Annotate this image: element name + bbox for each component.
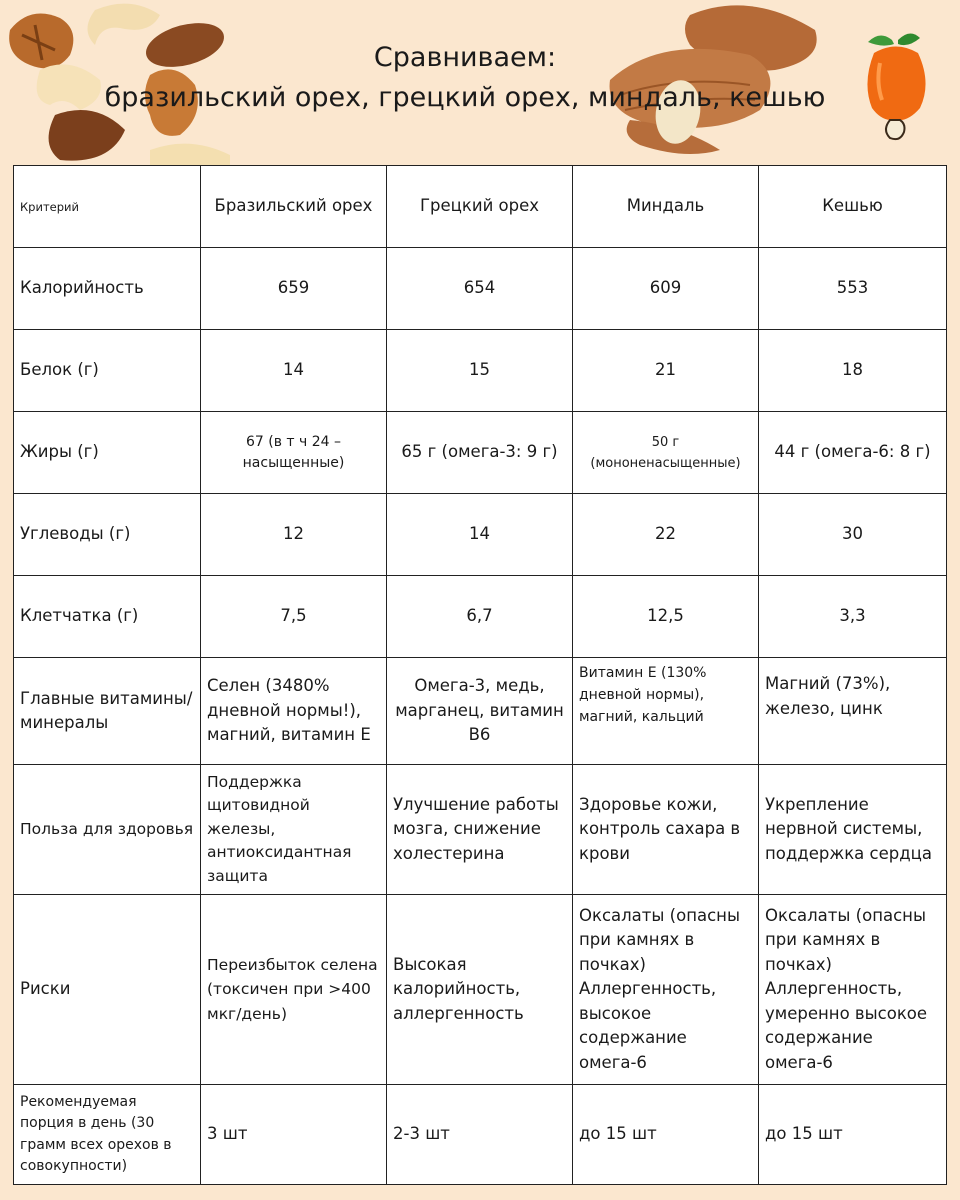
- table-cell: Укрепление нервной системы, поддержка сердца: [759, 765, 947, 895]
- table-cell: 609: [573, 248, 759, 330]
- table-cell: Поддержка щитовидной железы, антиоксидантная защита: [201, 765, 387, 895]
- table-cell: 2-3 шт: [387, 1085, 573, 1185]
- table-cell: Высокая калорийность, аллергенность: [387, 895, 573, 1085]
- table-cell: Оксалаты (опасны при камнях в почках) Аллергенность, высокое содержание омега-6: [573, 895, 759, 1085]
- table-cell: Селен (3480% дневной нормы!), магний, витамин Е: [201, 658, 387, 765]
- header-cell-brazil-nut: Бразильский орех: [201, 166, 387, 248]
- header-cell-almond: Миндаль: [573, 166, 759, 248]
- table-row: [14, 330, 947, 412]
- table-cell: 18: [759, 330, 947, 412]
- row-label: Рекомендуемая порция в день (30 грамм всех орехов в совокупности): [14, 1085, 201, 1185]
- table-row: [14, 658, 947, 765]
- row-label: Углеводы (г): [14, 494, 201, 576]
- table-cell: 15: [387, 330, 573, 412]
- table-row: [14, 412, 947, 494]
- row-label: Польза для здоровья: [14, 765, 201, 895]
- table-cell: Магний (73%), железо, цинк: [759, 658, 947, 765]
- table-cell: Оксалаты (опасны при камнях в почках) Аллергенность, умеренно высокое содержание омега-6: [759, 895, 947, 1085]
- table-cell: Витамин Е (130% дневной нормы), магний, кальций: [573, 658, 759, 765]
- table-cell: 7,5: [201, 576, 387, 658]
- table-cell: 12,5: [573, 576, 759, 658]
- table-cell: 44 г (омега-6: 8 г): [759, 412, 947, 494]
- table-cell: 14: [387, 494, 573, 576]
- table-cell: 14: [201, 330, 387, 412]
- title-line-1: Сравниваем:: [373, 42, 557, 73]
- table-cell: Омега-3, медь, марганец, витамин В6: [387, 658, 573, 765]
- table-row: [14, 1085, 947, 1185]
- row-label: Белок (г): [14, 330, 201, 412]
- table-row: [14, 765, 947, 895]
- table-cell: 12: [201, 494, 387, 576]
- table-cell: Переизбыток селена (токсичен при >400 мкг/день): [201, 895, 387, 1085]
- table-header-row: [14, 166, 947, 248]
- comparison-table: [13, 165, 947, 1185]
- table-row: [14, 576, 947, 658]
- header-cell-cashew: Кешью: [759, 166, 947, 248]
- table-cell: 3,3: [759, 576, 947, 658]
- table-row: [14, 248, 947, 330]
- table-cell: 21: [573, 330, 759, 412]
- table-cell: 6,7: [387, 576, 573, 658]
- table-cell: Улучшение работы мозга, снижение холестерина: [387, 765, 573, 895]
- table-cell: 67 (в т ч 24 – насыщенные): [201, 412, 387, 494]
- row-label: Калорийность: [14, 248, 201, 330]
- header-cell-walnut: Грецкий орех: [387, 166, 573, 248]
- page-title: [0, 38, 930, 118]
- table-cell: 65 г (омега-3: 9 г): [387, 412, 573, 494]
- table-row: [14, 895, 947, 1085]
- row-label: Главные витамины/ минералы: [14, 658, 201, 765]
- row-label: Клетчатка (г): [14, 576, 201, 658]
- table-cell: до 15 шт: [573, 1085, 759, 1185]
- table-cell: 654: [387, 248, 573, 330]
- table-cell: 3 шт: [201, 1085, 387, 1185]
- header: [0, 0, 960, 165]
- table-cell: до 15 шт: [759, 1085, 947, 1185]
- title-line-2: бразильский орех, грецкий орех, миндаль, кешью: [104, 82, 826, 113]
- row-label: Жиры (г): [14, 412, 201, 494]
- table-cell: 50 г (мононенасыщенные): [573, 412, 759, 494]
- header-cell-criterion: Критерий: [14, 166, 201, 248]
- table-row: [14, 494, 947, 576]
- table-cell: 659: [201, 248, 387, 330]
- row-label: Риски: [14, 895, 201, 1085]
- table-cell: 22: [573, 494, 759, 576]
- table-cell: 553: [759, 248, 947, 330]
- table-cell: 30: [759, 494, 947, 576]
- table-cell: Здоровье кожи, контроль сахара в крови: [573, 765, 759, 895]
